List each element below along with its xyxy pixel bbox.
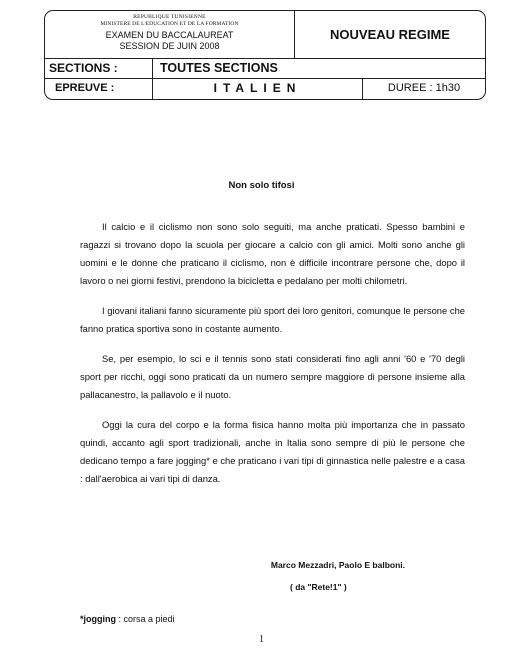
page-number: 1 xyxy=(259,634,264,645)
sections-label: SECTIONS : xyxy=(45,59,153,78)
sections-value: TOUTES SECTIONS xyxy=(160,61,278,75)
exam-header xyxy=(44,10,486,100)
session-label: SESSION DE JUIN 2008 xyxy=(119,41,220,51)
footnote-definition: : corsa a piedi xyxy=(116,614,175,624)
paragraph-2: I giovani italiani fanno sicuramente più sport dei loro genitori, comunque le persone che fanno pratica sportiva sono in costante aumento. xyxy=(80,305,465,334)
footnote-term: *jogging xyxy=(80,614,116,624)
epreuve-label: EPREUVE : xyxy=(45,79,153,99)
footnote xyxy=(80,614,175,624)
paragraph-1: Il calcio e il ciclismo non sono solo seguiti, ma anche praticati. Spesso bambini e ragazzi si trovano dopo la scuola per giocare a calcio con gli amici. Molti sono anche gli uomini e le donne che praticano il ciclismo, non è difficile incontrare persone che, dopo il lavoro o nei giorni festivi, prendono la bicicletta e pedalano per molti chilometri. xyxy=(80,221,465,286)
source: ( da "Rete!1" ) xyxy=(290,582,347,592)
sections-row xyxy=(45,59,485,79)
ministry-box xyxy=(45,11,295,59)
duration-label: DUREE : 1h30 xyxy=(387,82,461,94)
republic-label: REPUBLIQUE TUNISIENNE xyxy=(133,14,206,20)
authors: Marco Mezzadri, Paolo E balboni. xyxy=(270,560,405,570)
exam-label: EXAMEN DU BACCALAUREAT xyxy=(105,30,234,40)
epreuve-row xyxy=(45,79,485,99)
regime-label: NOUVEAU REGIME xyxy=(295,11,485,59)
article-body xyxy=(80,218,465,500)
paragraph-4: Oggi la cura del corpo e la forma fisica hanno molta più importanza che in passato quindi, accanto agli sport tradizionali, anche in Italia sono sempre di più le persone che dedicano tempo a fare jogging* e che praticano i vari tipi di ginnastica nelle palestre e a casa : dall'aerobica ai vari tipi di danza. xyxy=(80,419,465,484)
epreuve-value: ITALIEN xyxy=(153,79,363,99)
paragraph-3: Se, per esempio, lo sci e il tennis sono stati considerati fino agli anni '60 e '70 degli sport per ricchi, oggi sono praticati da un numero sempre maggiore di persone insieme alla pallacanestro, la pallavolo e il nuoto. xyxy=(80,353,465,400)
ministry-label: MINISTERE DE L'EDUCATION ET DE LA FORMATION xyxy=(100,21,239,27)
article-title: Non solo tifosi xyxy=(228,180,295,191)
